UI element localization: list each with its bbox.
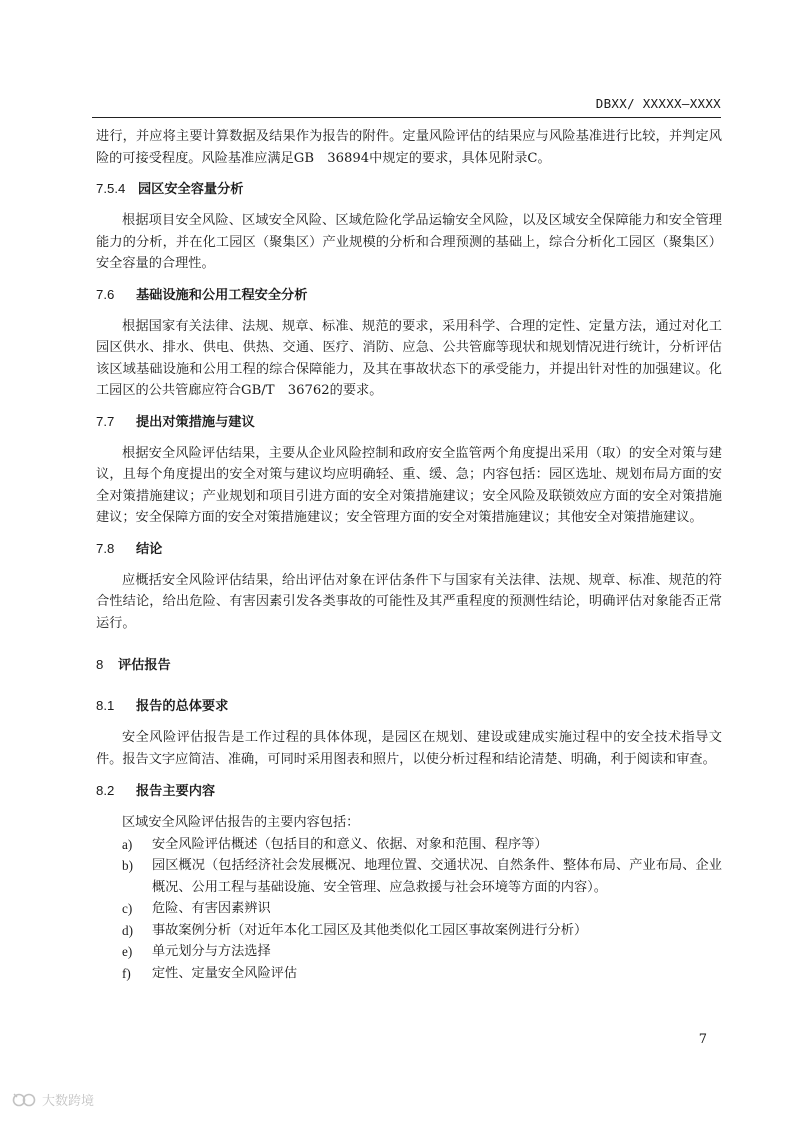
paragraph-7-8: 应概括安全风险评估结果，给出评估对象在评估条件下与国家有关法律、法规、规章、标准、规范的符合性结论，给出危险、有害因素引发各类事故的可能性及其严重程度的预测性结论，明确评估对象能否正常运行。 bbox=[96, 572, 722, 631]
standard-code: DBXX/ XXXXX—XXXX bbox=[595, 96, 721, 111]
list-marker: f) bbox=[122, 965, 131, 981]
watermark bbox=[12, 1090, 94, 1109]
heading-8 bbox=[96, 654, 722, 676]
list-item bbox=[122, 855, 722, 898]
header-rule bbox=[92, 117, 721, 118]
heading-7-6 bbox=[96, 284, 722, 306]
list-item bbox=[122, 898, 722, 920]
list-item bbox=[122, 834, 722, 856]
heading-title: 报告主要内容 bbox=[136, 784, 216, 799]
heading-title: 园区安全容量分析 bbox=[138, 182, 244, 197]
page-content bbox=[96, 126, 722, 984]
heading-8-2 bbox=[96, 780, 722, 802]
heading-7-5-4 bbox=[96, 178, 722, 200]
heading-number: 7.5.4 bbox=[96, 181, 126, 196]
list-item bbox=[122, 963, 722, 985]
list-text: 定性、定量安全风险评估 bbox=[152, 965, 298, 981]
list-text: 园区概况（包括经济社会发展概况、地理位置、交通状况、自然条件、整体布局、产业布局、企业概况、公用工程与基础设施、安全管理、应急救援与社会环境等方面的内容）。 bbox=[152, 858, 722, 895]
heading-title: 报告的总体要求 bbox=[136, 699, 229, 714]
list-text: 危险、有害因素辨识 bbox=[152, 901, 271, 916]
list-marker: b) bbox=[122, 858, 133, 873]
heading-number: 8.2 bbox=[96, 783, 115, 798]
heading-title: 基础设施和公用工程安全分析 bbox=[136, 287, 308, 303]
list-item bbox=[122, 920, 722, 942]
watermark-text: 大数跨境 bbox=[42, 1094, 95, 1109]
list-text: 安全风险评估概述（包括目的和意义、依据、对象和范围、程序等） bbox=[152, 836, 548, 852]
list-intro: 区域安全风险评估报告的主要内容包括： bbox=[122, 815, 360, 830]
logo-icon bbox=[12, 1092, 38, 1108]
page-number: 7 bbox=[698, 1032, 707, 1047]
list-item bbox=[122, 941, 722, 963]
heading-number: 8.1 bbox=[96, 698, 115, 713]
heading-7-8 bbox=[96, 538, 722, 560]
heading-number: 7.8 bbox=[96, 540, 115, 556]
list-marker: a) bbox=[122, 836, 133, 852]
list-text: 单元划分与方法选择 bbox=[152, 944, 271, 959]
heading-title: 评估报告 bbox=[118, 658, 171, 673]
continuation-paragraph: 进行，并应将主要计算数据及结果作为报告的附件。定量风险评估的结果应与风险基准进行比较，并判定风险的可接受程度。风险基准应满足GB 36894中规定的要求，具体见附录C。 bbox=[96, 129, 722, 166]
heading-number: 7.6 bbox=[96, 286, 115, 302]
list-marker: d) bbox=[122, 922, 133, 938]
heading-number: 7.7 bbox=[96, 413, 115, 429]
heading-7-7 bbox=[96, 411, 722, 433]
list-text: 事故案例分析（对近年本化工园区及其他类似化工园区事故案例进行分析） bbox=[152, 922, 588, 938]
heading-8-1 bbox=[96, 695, 722, 717]
heading-title: 结论 bbox=[136, 541, 163, 557]
list-marker: e) bbox=[122, 944, 133, 959]
paragraph-7-5-4: 根据项目安全风险、区域安全风险、区域危险化学品运输安全风险，以及区域安全保障能力和安全管理能力的分析，并在化工园区（聚集区）产业规模的分析和合理预测的基础上，综合分析化工园区（聚集区）安全容量的合理性。 bbox=[96, 213, 722, 271]
heading-number: 8 bbox=[96, 657, 104, 672]
paragraph-7-7: 根据安全风险评估结果，主要从企业风险控制和政府安全监管两个角度提出采用（取）的安全对策与建议，且每个角度提出的安全对策与建议均应明确轻、重、缓、急；内容包括：园区选址、规划布局方面的安全对策措施建议；产业规划和项目引进方面的安全对策措施建议；安全风险及联锁效应方面的安全对策措施建议；安全保障方面的安全对策措施建议；安全管理方面的安全对策措施建议；其他安全对策措施建议。 bbox=[96, 445, 722, 525]
paragraph-7-6: 根据国家有关法律、法规、规章、标准、规范的要求，采用科学、合理的定性、定量方法，通过对化工园区供水、排水、供电、供热、交通、医疗、消防、应急、公共管廊等现状和规划情况进行统计，分析评估该区域基础设施和公用工程的综合保障能力，及其在事故状态下的承受能力，并提出针对性的加强建议。化工园区的公共管廊应符合GB/T 36762的要求。 bbox=[96, 318, 722, 398]
contents-list bbox=[122, 834, 722, 985]
list-marker: c) bbox=[122, 901, 133, 916]
heading-title: 提出对策措施与建议 bbox=[136, 414, 255, 430]
paragraph-8-1: 安全风险评估报告是工作过程的具体体现，是园区在规划、建设或建成实施过程中的安全技术指导文件。报告文字应简洁、准确，可同时采用图表和照片，以使分析过程和结论清楚、明确，利于阅读和审查。 bbox=[96, 730, 722, 767]
